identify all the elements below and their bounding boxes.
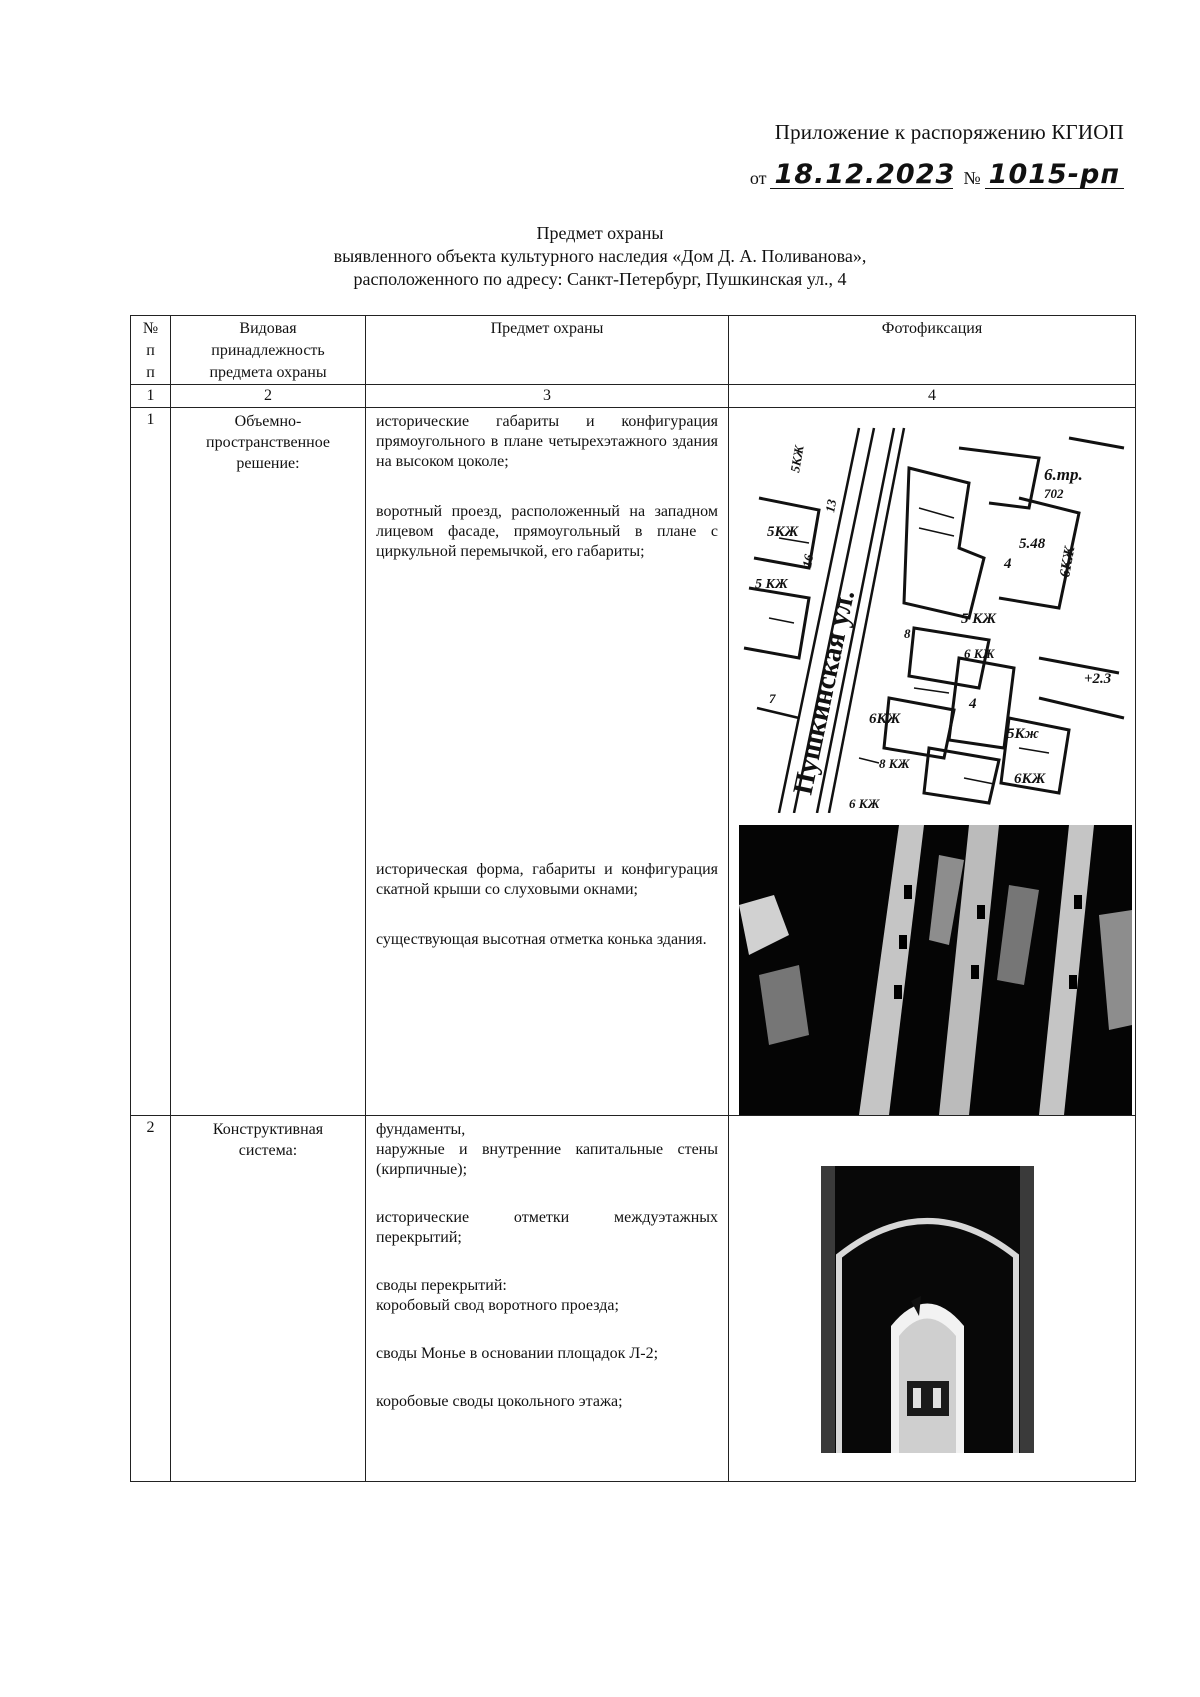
map-label: 6 КЖ (964, 646, 995, 661)
column-number: 4 (729, 385, 1136, 408)
table-header-row (131, 316, 1136, 385)
header-type-line: Видовая (239, 320, 297, 337)
subject-item: коробовые своды цокольного этажа; (376, 1393, 623, 1410)
aerial-photo-image (739, 825, 1132, 1115)
map-label: 7 (769, 691, 776, 706)
map-label: 16 (799, 553, 817, 569)
map-label: 5Кж (1007, 726, 1039, 742)
title-line-1: Предмет охраны (536, 223, 664, 243)
map-label: 8 КЖ (879, 756, 910, 771)
subject-item: историческая форма, габариты и конфигурация скатной крыши со слуховыми окнами; (376, 861, 718, 898)
subject-item: своды перекрытий: (376, 1277, 507, 1294)
gateway-arch-photo-image (821, 1166, 1034, 1453)
date-prefix: от (749, 168, 767, 188)
map-street-label: Пушкинская ул. (787, 587, 862, 798)
subject-item: своды Монье в основании площадок Л-2; (376, 1345, 659, 1362)
handwritten-date: 18.12.2023 (770, 161, 953, 189)
map-label: 6КЖ (1014, 771, 1046, 787)
header-type (171, 316, 366, 385)
cadastral-map-image (739, 418, 1129, 813)
row-subject (366, 1116, 729, 1482)
subject-item: исторические габариты и конфигурация прямоугольного в плане четырехэтажного здания на высоком цоколе; (376, 413, 718, 470)
row-photos (729, 408, 1136, 1116)
row-number: 2 (131, 1116, 171, 1482)
document-header (750, 120, 1124, 189)
number-prefix: № (963, 168, 981, 188)
header-type-line: предмета охраны (209, 364, 327, 381)
arch-svg (821, 1166, 1034, 1453)
map-label: +2.3 (1084, 671, 1112, 687)
map-label: 4 (969, 696, 977, 712)
row-type-line: система: (238, 1142, 298, 1159)
header-type-line: принадлежность (211, 342, 325, 359)
column-number: 2 (171, 385, 366, 408)
subject-item: фундаменты, (376, 1121, 466, 1138)
map-label: 6.тр. (1044, 465, 1083, 484)
map-label: 8 (904, 626, 911, 641)
title-line-3: расположенного по адресу: Санкт-Петербург, Пушкинская ул., 4 (353, 269, 847, 289)
header-number (131, 316, 171, 385)
subject-item: коробовый свод воротного проезда; (376, 1297, 619, 1314)
subject-item: наружные и внутренние капитальные стены (кирпичные); (376, 1141, 718, 1178)
header-number-line: п (146, 364, 155, 381)
row-type-line: решение: (236, 455, 300, 472)
title-line-2: выявленного объекта культурного наследия «Дом Д. А. Поливанова», (333, 246, 867, 266)
map-label: 5 КЖ (961, 611, 997, 627)
header-number-line: № (142, 320, 159, 337)
table-row (131, 1116, 1136, 1482)
map-label: 6КЖ (869, 711, 901, 727)
header-photo: Фотофиксация (729, 316, 1136, 385)
table-row (131, 408, 1136, 1116)
row-type-line: Объемно- (234, 413, 302, 430)
column-number: 1 (131, 385, 171, 408)
map-label: 5КЖ (787, 444, 807, 474)
row-subject (366, 408, 729, 1116)
row-type (171, 408, 366, 1116)
subject-item: существующая высотная отметка конька здания. (376, 931, 707, 948)
row-photos (729, 1116, 1136, 1482)
map-label: 5 КЖ (755, 577, 788, 592)
document-title (0, 222, 1200, 291)
row-type (171, 1116, 366, 1482)
map-label: 6 КЖ (849, 796, 880, 811)
header-number-line: п (146, 342, 155, 359)
map-label: 5КЖ (767, 524, 799, 540)
row-number: 1 (131, 408, 171, 1116)
column-number: 3 (366, 385, 729, 408)
map-label: 4 (1004, 556, 1012, 572)
map-label: 5.48 (1019, 536, 1046, 552)
map-label: 702 (1044, 486, 1064, 501)
order-reference (750, 161, 1124, 189)
map-label: 6КЖ (1057, 544, 1079, 579)
row-type-line: пространственное (206, 434, 330, 451)
subject-item: воротный проезд, расположенный на западном лицевом фасаде, прямоугольный в плане с циркульной перемычкой, его габариты; (376, 503, 718, 560)
column-number-row (131, 385, 1136, 408)
aerial-svg (739, 825, 1132, 1115)
handwritten-number: 1015-рп (985, 161, 1124, 189)
row-type-line: Конструктивная (212, 1121, 324, 1138)
map-svg (739, 418, 1129, 813)
map-label: 13 (822, 498, 840, 514)
appendix-caption: Приложение к распоряжению КГИОП (774, 120, 1124, 144)
subject-item: исторические отметки междуэтажных перекрытий; (376, 1209, 718, 1246)
header-subject: Предмет охраны (366, 316, 729, 385)
protection-subject-table (130, 315, 1136, 1482)
